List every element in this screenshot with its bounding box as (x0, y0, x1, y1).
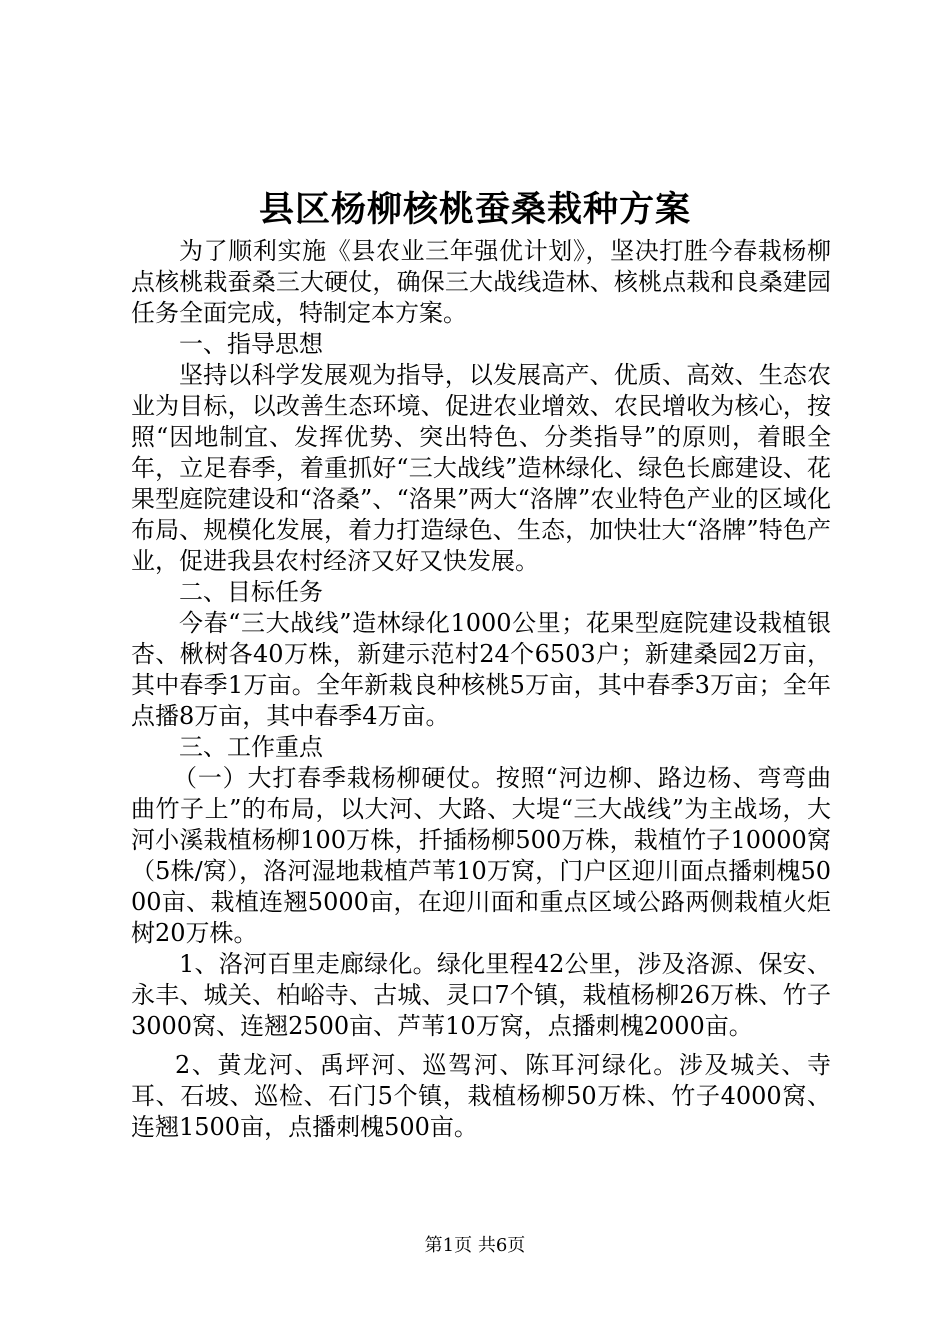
key-work-item-2: 2、黄龙河、禹坪河、巡驾河、陈耳河绿化。涉及城关、寺耳、石坡、巡检、石门5个镇，栽植杨柳50万株、竹子4000窝、连翘1500亩，点播刺槐500亩。 (131, 1051, 831, 1141)
guiding-ideology-paragraph: 坚持以科学发展观为指导，以发展高产、优质、高效、生态农业为目标，以改善生态环境、促进农业增效、农民增收为核心，按照“因地制宜、发挥优势、突出特色、分类指导”的原则，着眼全年，立足春季，着重抓好“三大战线”造林绿化、绿色长廊建设、花果型庭院建设和“洛桑”、“洛果”两大“洛牌”农业特色产业的区域化布局、规模化发展，着力打造绿色、生态，加快壮大“洛牌”特色产业，促进我县农村经济又好又快发展。 (131, 361, 831, 575)
key-work-paragraph-1: （一）大打春季栽杨柳硬仗。按照“河边柳、路边杨、弯弯曲曲竹子上”的布局，以大河、大路、大堤“三大战线”为主战场，大河小溪栽植杨柳100万株，扦插杨柳500万株，栽植竹子10000窝（5株/窝），洛河湿地栽植芦苇10万窝，门户区迎川面点播刺槐5000亩、栽植连翘5000亩，在迎川面和重点区域公路两侧栽植火炬树20万株。 (131, 764, 831, 947)
key-work-item-1: 1、洛河百里走廊绿化。绿化里程42公里，涉及洛源、保安、永丰、城关、柏峪寺、古城、灵口7个镇，栽植杨柳26万株、竹子3000窝、连翘2500亩、芦苇10万窝，点播刺槐2000亩。 (131, 950, 831, 1040)
page-footer: 第1页 共6页 (424, 1235, 526, 1256)
section-heading-guiding-ideology: 一、指导思想 (179, 330, 323, 358)
targets-paragraph: 今春“三大战线”造林绿化1000公里；花果型庭院建设栽植银杏、楸树各40万株，新建示范村24个6503户；新建桑园2万亩，其中春季1万亩。全年新栽良种核桃5万亩，其中春季3万亩；全年点播8万亩，其中春季4万亩。 (131, 609, 831, 730)
document-body (131, 236, 831, 1143)
document-title: 县区杨柳核桃蚕桑栽种方案 (258, 189, 691, 230)
intro-paragraph: 为了顺利实施《县农业三年强优计划》，坚决打胜今春栽杨柳点核桃栽蚕桑三大硬仗，确保三大战线造林、核桃点栽和良桑建园任务全面完成，特制定本方案。 (131, 237, 831, 327)
section-heading-targets: 二、目标任务 (179, 578, 323, 606)
section-heading-key-work: 三、工作重点 (179, 733, 323, 761)
